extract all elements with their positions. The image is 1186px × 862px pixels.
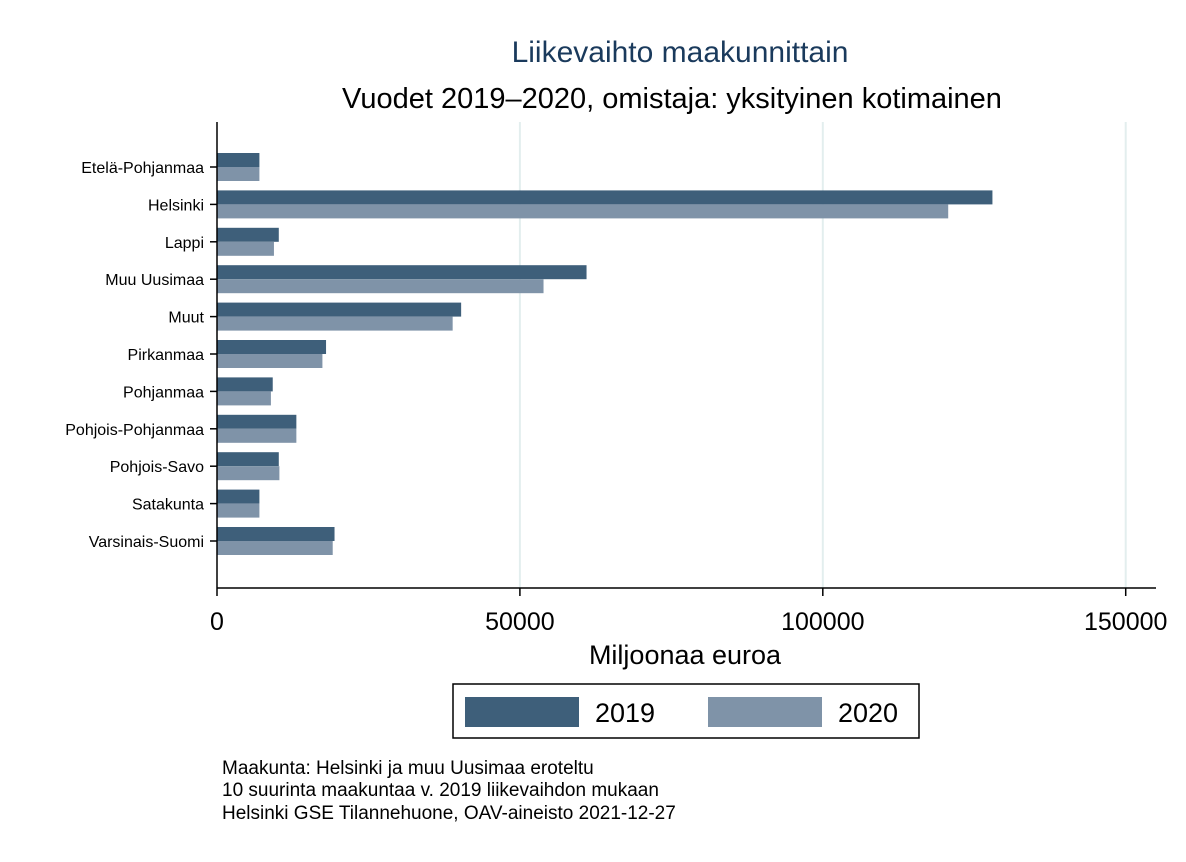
note-line-1: Maakunta: Helsinki ja muu Uusimaa eroteltu — [222, 758, 594, 779]
bar-2020 — [217, 317, 453, 331]
bar-2020 — [217, 204, 948, 218]
bar-2019 — [217, 415, 296, 429]
bar-2020 — [217, 391, 271, 405]
x-axis-title: Miljoonaa euroa — [588, 640, 782, 670]
note-line-3: Helsinki GSE Tilannehuone, OAV-aineisto 2021-12-27 — [222, 803, 676, 824]
chart-title: Liikevaihto maakunnittain — [511, 36, 849, 69]
x-tick-label: 150000 — [1083, 608, 1168, 636]
bar-2020 — [217, 541, 333, 555]
category-label: Satakunta — [131, 496, 204, 514]
bar-2019 — [217, 265, 587, 279]
bar-2019 — [217, 490, 259, 504]
legend-label-2019: 2019 — [595, 698, 656, 728]
bar-2020 — [217, 279, 544, 293]
legend-label-2020: 2020 — [838, 698, 899, 728]
bar-2019 — [217, 377, 273, 391]
x-tick-label: 100000 — [781, 608, 865, 636]
category-label: Pohjois-Pohjanmaa — [65, 421, 204, 439]
note-line-2: 10 suurinta maakuntaa v. 2019 liikevaihdon mukaan — [222, 780, 659, 801]
category-label: Muu Uusimaa — [105, 272, 204, 290]
bar-2019 — [217, 340, 326, 354]
chart-subtitle: Vuodet 2019–2020, omistaja: yksityinen kotimainen — [342, 83, 1002, 115]
bar-2020 — [217, 242, 274, 256]
x-tick-label: 50000 — [485, 608, 555, 636]
category-label: Helsinki — [147, 197, 204, 215]
bar-2019 — [217, 190, 992, 204]
category-label: Pohjois-Savo — [109, 459, 204, 477]
legend — [453, 684, 919, 738]
category-label: Pirkanmaa — [127, 347, 204, 364]
legend-swatch-2019 — [465, 697, 579, 727]
bar-2020 — [217, 466, 279, 480]
bar-2019 — [217, 153, 259, 167]
bar-2020 — [217, 429, 296, 443]
bar-2019 — [217, 527, 335, 541]
x-tick-label: 0 — [210, 608, 224, 636]
category-label: Lappi — [164, 234, 204, 252]
bar-2019 — [217, 228, 279, 242]
bar-2020 — [217, 354, 322, 368]
category-label: Pohjanmaa — [123, 384, 204, 402]
bar-2020 — [217, 504, 259, 518]
bar-2019 — [217, 452, 279, 466]
category-label: Muut — [168, 309, 204, 327]
bar-2020 — [217, 167, 259, 181]
category-label: Etelä-Pohjanmaa — [81, 160, 204, 177]
bar-2019 — [217, 303, 461, 317]
legend-swatch-2020 — [708, 697, 822, 727]
category-label: Varsinais-Suomi — [88, 534, 204, 551]
